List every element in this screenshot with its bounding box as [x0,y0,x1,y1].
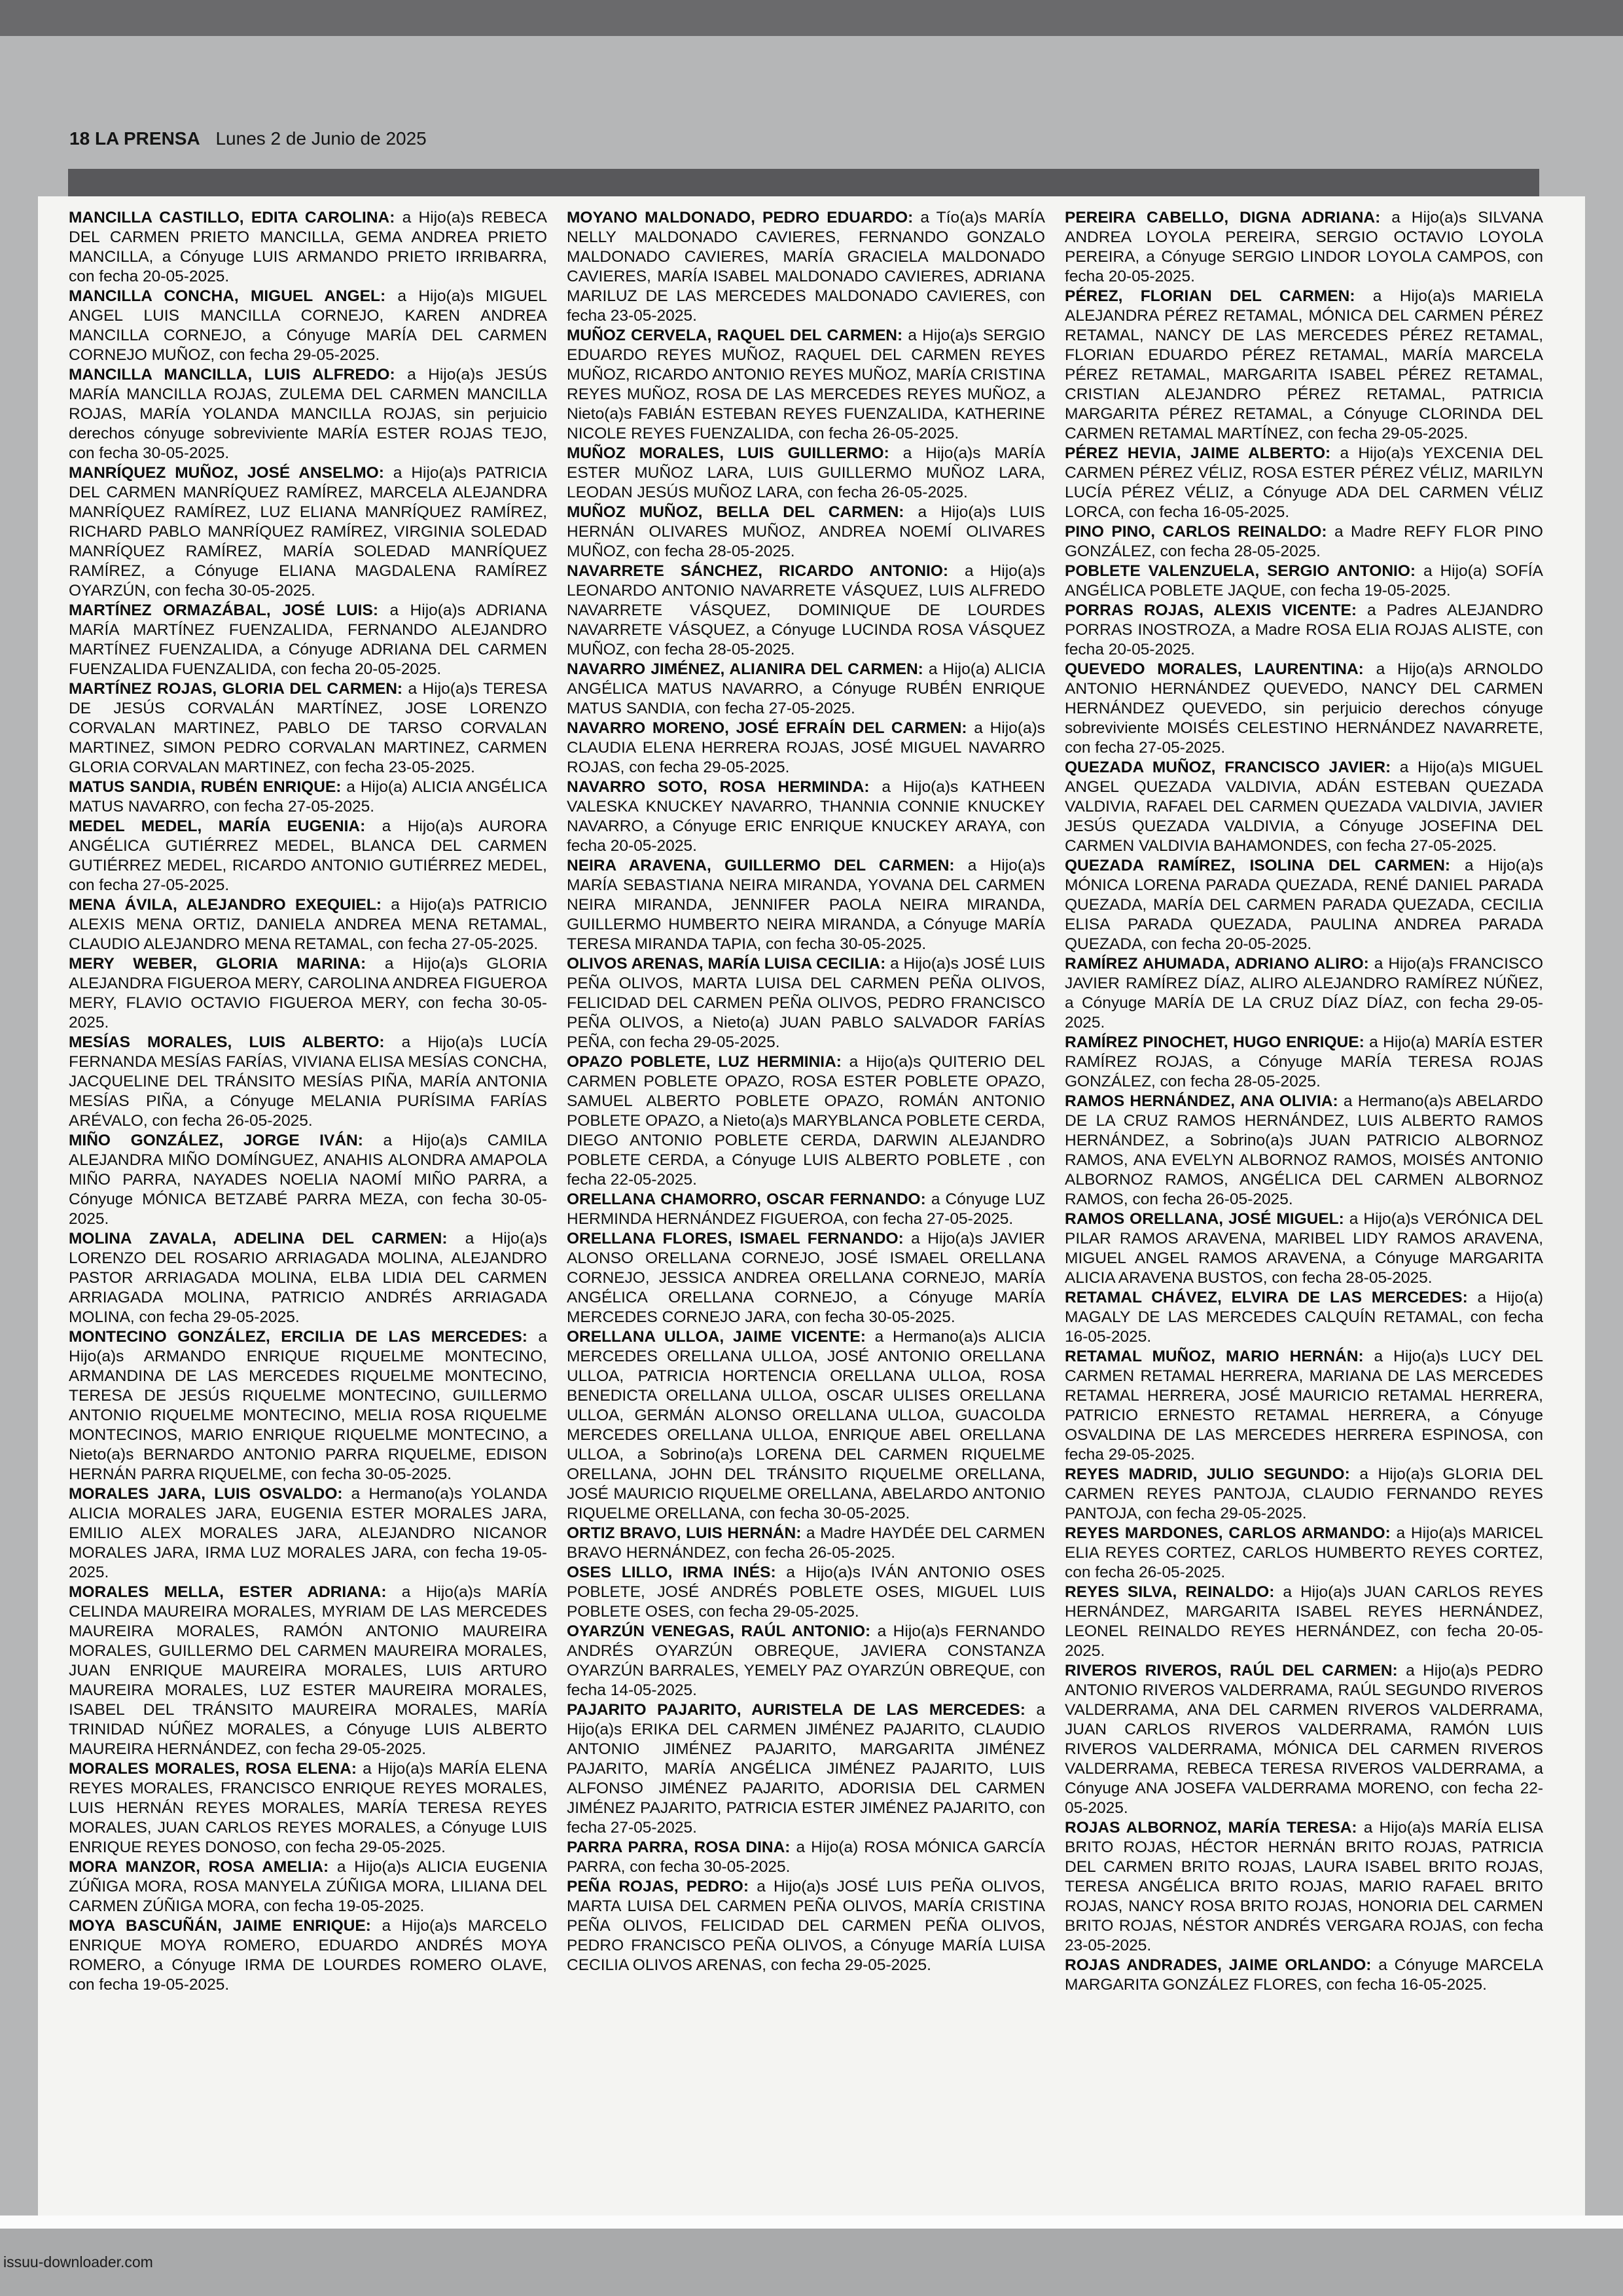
obituary-entry: MESÍAS MORALES, LUIS ALBERTO: a Hijo(a)s LUCÍA FERNANDA MESÍAS FARÍAS, VIVIANA ELISA MESÍAS CONCHA, JACQUELINE DEL TRÁNSITO MESÍAS PIÑA, MARÍA ANTONIA MESÍAS PIÑA, a Cónyuge MELANIA PURÍSIMA FARÍAS ARÉVALO, con fecha 26-05-2025. [69,1033,547,1130]
deceased-name: MOYA BASCUÑÁN, JAIME ENRIQUE: [69,1917,371,1935]
obituary-column-3 [1065,208,1543,2191]
obituary-entry: ROJAS ALBORNOZ, MARÍA TERESA: a Hijo(a)s MARÍA ELISA BRITO ROJAS, HÉCTOR HERNÁN BRITO ROJAS, PATRICIA DEL CARMEN BRITO ROJAS, LAURA ISABEL BRITO ROJAS, TERESA ANGÉLICA BRITO ROJAS, MARIO RAFAEL BRITO ROJAS, NANCY ROSA BRITO ROJAS, HONORIA DEL CARMEN BRITO ROJAS, NÉSTOR ANDRÉS VERGARA ROJAS, con fecha 23-05-2025. [1065,1819,1543,1954]
obituaries-content [38,196,1585,2216]
obituary-entry: POBLETE VALENZUELA, SERGIO ANTONIO: a Hijo(a) SOFÍA ANGÉLICA POBLETE JAQUE, con fecha 19-05-2025. [1065,562,1543,600]
deceased-name: MIÑO GONZÁLEZ, JORGE IVÁN: [69,1132,363,1149]
deceased-name: PORRAS ROJAS, ALEXIS VICENTE: [1065,601,1357,619]
deceased-name: MANCILLA MANCILLA, LUIS ALFREDO: [69,366,395,384]
deceased-name: NAVARRO JIMÉNEZ, ALIANIRA DEL CARMEN: [567,660,923,678]
obituary-entry: RAMÍREZ AHUMADA, ADRIANO ALIRO: a Hijo(a)s FRANCISCO JAVIER RAMÍREZ DÍAZ, ALIRO ALEJANDRO RAMÍREZ NÚÑEZ, a Cónyuge MARÍA DE LA CRUZ DÍAZ DÍAZ, con fecha 29-05-2025. [1065,955,1543,1031]
obituary-entry: QUEVEDO MORALES, LAURENTINA: a Hijo(a)s ARNOLDO ANTONIO HERNÁNDEZ QUEVEDO, NANCY DEL CARMEN HERNÁNDEZ QUEVEDO, sin perjuicio derechos cónyuge sobreviviente MOISÉS CELESTINO HERNÁNDEZ NAVARRETE, con fecha 27-05-2025. [1065,660,1543,757]
obituary-entry: MENA ÁVILA, ALEJANDRO EXEQUIEL: a Hijo(a)s PATRICIO ALEXIS MENA ORTIZ, DANIELA ANDREA MENA RETAMAL, CLAUDIO ALEJANDRO MENA RETAMAL, con fecha 27-05-2025. [69,896,547,953]
deceased-name: MORALES JARA, LUIS OSVALDO: [69,1485,343,1503]
deceased-name: RETAMAL MUÑOZ, MARIO HERNÁN: [1065,1348,1364,1365]
obituary-entry: PAJARITO PAJARITO, AURISTELA DE LAS MERCEDES: a Hijo(a)s ERIKA DEL CARMEN JIMÉNEZ PAJARITO, CLAUDIO ANTONIO JIMÉNEZ PAJARITO, MARGARITA JIMÉNEZ PAJARITO, MARÍA ANGÉLICA JIMÉNEZ PAJARITO, LUIS ALFONSO JIMÉNEZ PAJARITO, ADORISIA DEL CARMEN JIMÉNEZ PAJARITO, PATRICIA ESTER JIMÉNEZ PAJARITO, con fecha 27-05-2025. [567,1701,1045,1837]
obituary-entry: RAMÍREZ PINOCHET, HUGO ENRIQUE: a Hijo(a) MARÍA ESTER RAMÍREZ ROJAS, a Cónyuge MARÍA TERESA ROJAS GONZÁLEZ, con fecha 28-05-2025. [1065,1033,1543,1090]
edition-date: Lunes 2 de Junio de 2025 [215,128,427,149]
masthead: LA PRENSA [94,128,200,149]
deceased-name: MARTÍNEZ ROJAS, GLORIA DEL CARMEN: [69,680,403,698]
obituary-entry: MUÑOZ MUÑOZ, BELLA DEL CARMEN: a Hijo(a)s LUIS HERNÁN OLIVARES MUÑOZ, ANDREA NOEMÍ OLIVARES MUÑOZ, con fecha 28-05-2025. [567,503,1045,560]
deceased-name: ORELLANA ULLOA, JAIME VICENTE: [567,1328,866,1346]
obituary-entry: REYES MARDONES, CARLOS ARMANDO: a Hijo(a)s MARICEL ELIA REYES CORTEZ, CARLOS HUMBERTO REYES CORTEZ, con fecha 26-05-2025. [1065,1524,1543,1581]
deceased-name: MEDEL MEDEL, MARÍA EUGENIA: [69,817,366,835]
deceased-name: QUEVEDO MORALES, LAURENTINA: [1065,660,1364,678]
obituary-entry: NAVARRO MORENO, JOSÉ EFRAÍN DEL CARMEN: a Hijo(a)s CLAUDIA ELENA HERRERA ROJAS, JOSÉ MIGUEL NAVARRO ROJAS, con fecha 29-05-2025. [567,719,1045,776]
obituary-entry: MORA MANZOR, ROSA AMELIA: a Hijo(a)s ALICIA EUGENIA ZÚÑIGA MORA, ROSA MANYELA ZÚÑIGA MORA, LILIANA DEL CARMEN ZÚÑIGA MORA, con fecha 19-05-2025. [69,1858,547,1915]
obituary-entry: MIÑO GONZÁLEZ, JORGE IVÁN: a Hijo(a)s CAMILA ALEJANDRA MIÑO DOMÍNGUEZ, ANAHIS ALONDRA AMAPOLA MIÑO PARRA, NAYADES NOELIA NAOMÍ MIÑO PARRA, a Cónyuge MÓNICA BETZABÉ PARRA MEZA, con fecha 30-05-2025. [69,1132,547,1228]
obituary-entry: MOLINA ZAVALA, ADELINA DEL CARMEN: a Hijo(a)s LORENZO DEL ROSARIO ARRIAGADA MOLINA, ALEJANDRO PASTOR ARRIAGADA MOLINA, ELBA LIDIA DEL CARMEN ARRIAGADA MOLINA, PATRICIO ANDRÉS ARRIAGADA MOLINA, con fecha 29-05-2025. [69,1230,547,1326]
deceased-name: NEIRA ARAVENA, GUILLERMO DEL CARMEN: [567,857,955,874]
obituary-entry: MANCILLA MANCILLA, LUIS ALFREDO: a Hijo(a)s JESÚS MARÍA MANCILLA ROJAS, ZULEMA DEL CARMEN MANCILLA ROJAS, MARÍA YOLANDA MANCILLA ROJAS, sin perjuicio derechos cónyuge sobreviviente MARÍA ESTER ROJAS TEJO, con fecha 30-05-2025. [69,366,547,462]
obituary-entry: MERY WEBER, GLORIA MARINA: a Hijo(a)s GLORIA ALEJANDRA FIGUEROA MERY, CAROLINA ANDREA FIGUEROA MERY, FLAVIO OCTAVIO FIGUEROA MERY, con fecha 30-05-2025. [69,955,547,1031]
obituary-entry: QUEZADA MUÑOZ, FRANCISCO JAVIER: a Hijo(a)s MIGUEL ANGEL QUEZADA VALDIVIA, ADÁN ESTEBAN QUEZADA VALDIVIA, RAFAEL DEL CARMEN QUEZADA VALDIVIA, JAVIER JESÚS QUEZADA VALDIVIA, a Cónyuge JOSEFINA DEL CARMEN VALDIVIA BAHAMONDES, con fecha 27-05-2025. [1065,759,1543,855]
header-rule [68,169,1539,196]
obituary-entry: MUÑOZ MORALES, LUIS GUILLERMO: a Hijo(a)s MARÍA ESTER MUÑOZ LARA, LUIS GUILLERMO MUÑOZ LARA, LEODAN JESÚS MUÑOZ LARA, con fecha 26-05-2025. [567,444,1045,501]
deceased-name: PÉREZ, FLORIAN DEL CARMEN: [1065,287,1355,305]
page-header [69,128,427,149]
obituary-entry: RETAMAL CHÁVEZ, ELVIRA DE LAS MERCEDES: a Hijo(a) MAGALY DE LAS MERCEDES CALQUÍN RETAMAL, con fecha 16-05-2025. [1065,1289,1543,1346]
deceased-name: OPAZO POBLETE, LUZ HERMINIA: [567,1053,842,1071]
deceased-name: PEREIRA CABELLO, DIGNA ADRIANA: [1065,209,1381,226]
obituary-entry: PINO PINO, CARLOS REINALDO: a Madre REFY FLOR PINO GONZÁLEZ, con fecha 28-05-2025. [1065,523,1543,560]
deceased-name: MONTECINO GONZÁLEZ, ERCILIA DE LAS MERCEDES: [69,1328,527,1346]
deceased-name: REYES SILVA, REINALDO: [1065,1583,1275,1601]
deceased-name: QUEZADA MUÑOZ, FRANCISCO JAVIER: [1065,759,1391,776]
deceased-name: MOLINA ZAVALA, ADELINA DEL CARMEN: [69,1230,448,1247]
obituary-entry: ORTIZ BRAVO, LUIS HERNÁN: a Madre HAYDÉE DEL CARMEN BRAVO HERNÁNDEZ, con fecha 26-05-2025. [567,1524,1045,1562]
obituary-entry: RIVEROS RIVEROS, RAÚL DEL CARMEN: a Hijo(a)s PEDRO ANTONIO RIVEROS VALDERRAMA, RAÚL SEGUNDO RIVEROS VALDERRAMA, ANA DEL CARMEN RIVEROS VALDERRAMA, JUAN CARLOS RIVEROS VALDERRAMA, RAMÓN LUIS RIVEROS VALDERRAMA, MÓNICA DEL CARMEN RIVEROS VALDERRAMA, REBECA TERESA RIVEROS VALDERRAMA, a Cónyuge ANA JOSEFA VALDERRAMA MORENO, con fecha 22-05-2025. [1065,1662,1543,1817]
deceased-name: MANRÍQUEZ MUÑOZ, JOSÉ ANSELMO: [69,464,384,482]
obituary-entry: MORALES JARA, LUIS OSVALDO: a Hermano(a)s YOLANDA ALICIA MORALES JARA, EUGENIA ESTER MORALES JARA, EMILIO ALEX MORALES JARA, ALEJANDRO NICANOR MORALES JARA, IRMA LUZ MORALES JARA, con fecha 19-05-2025. [69,1485,547,1581]
footer-band [0,2229,1623,2296]
deceased-name: ORTIZ BRAVO, LUIS HERNÁN: [567,1524,802,1542]
deceased-name: MARTÍNEZ ORMAZÁBAL, JOSÉ LUIS: [69,601,378,619]
deceased-name: MENA ÁVILA, ALEJANDRO EXEQUIEL: [69,896,382,914]
watermark-text: issuu-downloader.com [3,2253,153,2270]
deceased-name: MERY WEBER, GLORIA MARINA: [69,955,366,973]
obituary-entry: PEREIRA CABELLO, DIGNA ADRIANA: a Hijo(a)s SILVANA ANDREA LOYOLA PEREIRA, SERGIO OCTAVIO LOYOLA PEREIRA, a Cónyuge SERGIO LINDOR LOYOLA CAMPOS, con fecha 20-05-2025. [1065,209,1543,285]
top-band [0,0,1623,36]
obituary-entry: MANCILLA CASTILLO, EDITA CAROLINA: a Hijo(a)s REBECA DEL CARMEN PRIETO MANCILLA, GEMA ANDREA PRIETO MANCILLA, a Cónyuge LUIS ARMANDO PRIETO IRRIBARRA, con fecha 20-05-2025. [69,209,547,285]
deceased-name: RAMÍREZ PINOCHET, HUGO ENRIQUE: [1065,1033,1364,1051]
deceased-name: MUÑOZ MORALES, LUIS GUILLERMO: [567,444,889,462]
obituary-entry: REYES SILVA, REINALDO: a Hijo(a)s JUAN CARLOS REYES HERNÁNDEZ, MARGARITA ISABEL REYES HERNÁNDEZ, LEONEL REINALDO REYES HERNÁNDEZ, con fecha 20-05-2025. [1065,1583,1543,1660]
deceased-name: MANCILLA CASTILLO, EDITA CAROLINA: [69,209,395,226]
obituary-entry: MONTECINO GONZÁLEZ, ERCILIA DE LAS MERCEDES: a Hijo(a)s ARMANDO ENRIQUE RIQUELME MONTECINO, ARMANDINA DE LAS MERCEDES RIQUELME MONTECINO, TERESA DE JESÚS RIQUELME MONTECINO, GUILLERMO ANTONIO RIQUELME MONTECINO, MELIA ROSA RIQUELME MONTECINOS, MARIO ENRIQUE RIQUELME MONTECINO, a Nieto(a)s BERNARDO ANTONIO PARRA RIQUELME, EDISON HERNÁN PARRA RIQUELME, con fecha 30-05-2025. [69,1328,547,1483]
deceased-name: PEÑA ROJAS, PEDRO: [567,1878,749,1895]
obituary-entry: RAMOS ORELLANA, JOSÉ MIGUEL: a Hijo(a)s VERÓNICA DEL PILAR RAMOS ARAVENA, MARIBEL LIDY RAMOS ARAVENA, MIGUEL ANGEL RAMOS ARAVENA, a Cónyuge MARGARITA ALICIA ARAVENA BUSTOS, con fecha 28-05-2025. [1065,1210,1543,1287]
obituary-entry: NAVARRO SOTO, ROSA HERMINDA: a Hijo(a)s KATHEEN VALESKA KNUCKEY NAVARRO, THANNIA CONNIE KNUCKEY NAVARRO, a Cónyuge ERIC ENRIQUE KNUCKEY ARAYA, con fecha 20-05-2025. [567,778,1045,855]
obituary-entry: MATUS SANDIA, RUBÉN ENRIQUE: a Hijo(a) ALICIA ANGÉLICA MATUS NAVARRO, con fecha 27-05-2025. [69,778,547,816]
deceased-name: NAVARRO MORENO, JOSÉ EFRAÍN DEL CARMEN: [567,719,967,737]
deceased-name: REYES MARDONES, CARLOS ARMANDO: [1065,1524,1391,1542]
deceased-name: PÉREZ HEVIA, JAIME ALBERTO: [1065,444,1331,462]
deceased-name: RIVEROS RIVEROS, RAÚL DEL CARMEN: [1065,1662,1398,1679]
obituary-entry: ORELLANA CHAMORRO, OSCAR FERNANDO: a Cónyuge LUZ HERMINDA HERNÁNDEZ FIGUEROA, con fecha 27-05-2025. [567,1191,1045,1228]
deceased-name: PAJARITO PAJARITO, AURISTELA DE LAS MERCEDES: [567,1701,1026,1719]
obituary-entry: MUÑOZ CERVELA, RAQUEL DEL CARMEN: a Hijo(a)s SERGIO EDUARDO REYES MUÑOZ, RAQUEL DEL CARMEN REYES MUÑOZ, RICARDO ANTONIO REYES MUÑOZ, MARÍA CRISTINA REYES MUÑOZ, ROSA DE LAS MERCEDES REYES MUÑOZ, a Nieto(a)s FABIÁN ESTEBAN REYES FUENZALIDA, KATHERINE NICOLE REYES FUENZALIDA, con fecha 26-05-2025. [567,327,1045,442]
deceased-name: RAMOS ORELLANA, JOSÉ MIGUEL: [1065,1210,1344,1228]
deceased-name: OYARZÚN VENEGAS, RAÚL ANTONIO: [567,1623,871,1640]
deceased-name: RAMOS HERNÁNDEZ, ANA OLIVIA: [1065,1092,1338,1110]
obituary-entry: OSES LILLO, IRMA INÉS: a Hijo(a)s IVÁN ANTONIO OSES POBLETE, JOSÉ ANDRÉS POBLETE OSES, MIGUEL LUIS POBLETE OSES, con fecha 29-05-2025. [567,1564,1045,1621]
obituary-entry: MARTÍNEZ ROJAS, GLORIA DEL CARMEN: a Hijo(a)s TERESA DE JESÚS CORVALÁN MARTÍNEZ, JOSE LORENZO CORVALAN MARTINEZ, PABLO DE TARSO CORVALAN MARTINEZ, SIMON PEDRO CORVALAN MARTINEZ, CARMEN GLORIA CORVALAN MARTINEZ, con fecha 23-05-2025. [69,680,547,776]
obituary-entry: ORELLANA ULLOA, JAIME VICENTE: a Hermano(a)s ALICIA MERCEDES ORELLANA ULLOA, JOSÉ ANTONIO ORELLANA ULLOA, PATRICIA HORTENCIA ORELLANA ULLOA, ROSA BENEDICTA ORELLANA ULLOA, OSCAR ULISES ORELLANA ULLOA, GERMÁN ALONSO ORELLANA ULLOA, GUACOLDA MERCEDES ORELLANA ULLOA, ENRIQUE ABEL ORELLANA ULLOA, a Sobrino(a)s LORENA DEL CARMEN RIQUELME ORELLANA, JOHN DEL TRÁNSITO RIQUELME ORELLANA, JOSÉ MAURICIO RIQUELME ORELLANA, ABELARDO ANTONIO RIQUELME ORELLANA, con fecha 30-05-2025. [567,1328,1045,1522]
obituary-entry: PEÑA ROJAS, PEDRO: a Hijo(a)s JOSÉ LUIS PEÑA OLIVOS, MARTA LUISA DEL CARMEN PEÑA OLIVOS, MARÍA CRISTINA PEÑA OLIVOS, FELICIDAD DEL CARMEN PEÑA OLIVOS, PEDRO FRANCISCO PEÑA OLIVOS, a Cónyuge MARÍA LUISA CECILIA OLIVOS ARENAS, con fecha 29-05-2025. [567,1878,1045,1974]
obituary-column-1 [69,208,547,2191]
obituary-entry: PARRA PARRA, ROSA DINA: a Hijo(a) ROSA MÓNICA GARCÍA PARRA, con fecha 30-05-2025. [567,1839,1045,1876]
obituary-entry: PÉREZ HEVIA, JAIME ALBERTO: a Hijo(a)s YEXCENIA DEL CARMEN PÉREZ VÉLIZ, ROSA ESTER PÉREZ VÉLIZ, MARILYN LUCÍA PÉREZ VÉLIZ, a Cónyuge ADA DEL CARMEN VÉLIZ LORCA, con fecha 16-05-2025. [1065,444,1543,521]
columns-container [69,208,1543,2191]
obituary-entry: ROJAS ANDRADES, JAIME ORLANDO: a Cónyuge MARCELA MARGARITA GONZÁLEZ FLORES, con fecha 16-05-2025. [1065,1956,1543,1994]
deceased-name: RETAMAL CHÁVEZ, ELVIRA DE LAS MERCEDES: [1065,1289,1468,1306]
deceased-name: QUEZADA RAMÍREZ, ISOLINA DEL CARMEN: [1065,857,1451,874]
deceased-name: NAVARRETE SÁNCHEZ, RICARDO ANTONIO: [567,562,949,580]
deceased-name: PARRA PARRA, ROSA DINA: [567,1839,791,1856]
deceased-name: OLIVOS ARENAS, MARÍA LUISA CECILIA: [567,955,886,973]
paper-bottom-edge [0,2215,1623,2229]
deceased-name: REYES MADRID, JULIO SEGUNDO: [1065,1465,1350,1483]
obituary-entry: RAMOS HERNÁNDEZ, ANA OLIVIA: a Hermano(a)s ABELARDO DE LA CRUZ RAMOS HERNÁNDEZ, LUIS ALBERTO RAMOS HERNÁNDEZ, a Sobrino(a)s JUAN PATRICIO ALBORNOZ RAMOS, ANA EVELYN ALBORNOZ RAMOS, MOISÉS ANTONIO ALBORNOZ RAMOS, ANGÉLICA DEL CARMEN ALBORNOZ RAMOS, con fecha 26-05-2025. [1065,1092,1543,1208]
obituary-entry: MOYANO MALDONADO, PEDRO EDUARDO: a Tío(a)s MARÍA NELLY MALDONADO CAVIERES, FERNANDO GONZALO MALDONADO CAVIERES, MARÍA GRACIELA MALDONADO CAVIERES, MARÍA ISABEL MALDONADO CAVIERES, ADRIANA MARILUZ DE LAS MERCEDES MALDONADO CAVIERES, con fecha 23-05-2025. [567,209,1045,325]
obituary-entry: MARTÍNEZ ORMAZÁBAL, JOSÉ LUIS: a Hijo(a)s ADRIANA MARÍA MARTÍNEZ FUENZALIDA, FERNANDO ALEJANDRO MARTÍNEZ FUENZALIDA, a Cónyuge ADRIANA DEL CARMEN FUENZALIDA FUENZALIDA, con fecha 20-05-2025. [69,601,547,678]
obituary-entry: OPAZO POBLETE, LUZ HERMINIA: a Hijo(a)s QUITERIO DEL CARMEN POBLETE OPAZO, ROSA ESTER POBLETE OPAZO, SAMUEL ALBERTO POBLETE OPAZO, ROMÁN ANTONIO POBLETE OPAZO, a Nieto(a)s MARYBLANCA POBLETE CERDA, DIEGO ANTONIO POBLETE CERDA, DARWIN ALEJANDRO POBLETE CERDA, a Cónyuge LUIS ALBERTO POBLETE , con fecha 22-05-2025. [567,1053,1045,1189]
deceased-name: OSES LILLO, IRMA INÉS: [567,1564,776,1581]
obituary-entry: ORELLANA FLORES, ISMAEL FERNANDO: a Hijo(a)s JAVIER ALONSO ORELLANA CORNEJO, JOSÉ ISMAEL ORELLANA CORNEJO, JESSICA ANDREA ORELLANA CORNEJO, MARÍA ANGÉLICA ORELLANA CORNEJO, a Cónyuge MARÍA MERCEDES CORNEJO JARA, con fecha 30-05-2025. [567,1230,1045,1326]
obituary-entry: MORALES MORALES, ROSA ELENA: a Hijo(a)s MARÍA ELENA REYES MORALES, FRANCISCO ENRIQUE REYES MORALES, LUIS HERNÁN REYES MORALES, MARÍA TERESA REYES MORALES, JUAN CARLOS REYES MORALES, a Cónyuge LUIS ENRIQUE REYES DONOSO, con fecha 29-05-2025. [69,1760,547,1856]
deceased-name: MUÑOZ CERVELA, RAQUEL DEL CARMEN: [567,327,903,344]
obituary-column-2 [567,208,1045,2191]
deceased-name: POBLETE VALENZUELA, SERGIO ANTONIO: [1065,562,1416,580]
obituary-entry: NAVARRETE SÁNCHEZ, RICARDO ANTONIO: a Hijo(a)s LEONARDO ANTONIO NAVARRETE VÁSQUEZ, LUIS ALFREDO NAVARRETE VÁSQUEZ, DOMINIQUE DE LOURDES NAVARRETE VÁSQUEZ, a Cónyuge LUCINDA ROSA VÁSQUEZ MUÑOZ, con fecha 28-05-2025. [567,562,1045,658]
obituary-entry: MANRÍQUEZ MUÑOZ, JOSÉ ANSELMO: a Hijo(a)s PATRICIA DEL CARMEN MANRÍQUEZ RAMÍREZ, MARCELA ALEJANDRA MANRÍQUEZ RAMÍREZ, LUZ ELIANA MANRÍQUEZ RAMÍREZ, RICHARD PABLO MANRÍQUEZ RAMÍREZ, VIRGINIA SOLEDAD MANRÍQUEZ RAMÍREZ, MARÍA SOLEDAD MANRÍQUEZ RAMÍREZ, a Cónyuge ELIANA MAGDALENA RAMÍREZ OYARZÚN, con fecha 30-05-2025. [69,464,547,600]
obituary-entry: RETAMAL MUÑOZ, MARIO HERNÁN: a Hijo(a)s LUCY DEL CARMEN RETAMAL HERRERA, MARIANA DE LAS MERCEDES RETAMAL HERRERA, JOSÉ MAURICIO RETAMAL HERRERA, PATRICIO ERNESTO RETAMAL HERRERA, a Cónyuge OSVALDINA DE LAS MERCEDES HERRERA ESPINOSA, con fecha 29-05-2025. [1065,1348,1543,1463]
obituary-entry: PORRAS ROJAS, ALEXIS VICENTE: a Padres ALEJANDRO PORRAS INOSTROZA, a Madre ROSA ELIA ROJAS ALISTE, con fecha 20-05-2025. [1065,601,1543,658]
deceased-name: RAMÍREZ AHUMADA, ADRIANO ALIRO: [1065,955,1369,973]
deceased-name: ORELLANA FLORES, ISMAEL FERNANDO: [567,1230,904,1247]
deceased-name: MORALES MELLA, ESTER ADRIANA: [69,1583,387,1601]
deceased-name: MOYANO MALDONADO, PEDRO EDUARDO: [567,209,914,226]
obituary-entry: REYES MADRID, JULIO SEGUNDO: a Hijo(a)s GLORIA DEL CARMEN REYES PANTOJA, CLAUDIO FERNANDO REYES PANTOJA, con fecha 29-05-2025. [1065,1465,1543,1522]
deceased-name: MANCILLA CONCHA, MIGUEL ANGEL: [69,287,386,305]
deceased-name: MORALES MORALES, ROSA ELENA: [69,1760,357,1778]
page-number: 18 [69,128,90,149]
obituary-entry: NEIRA ARAVENA, GUILLERMO DEL CARMEN: a Hijo(a)s MARÍA SEBASTIANA NEIRA MIRANDA, YOVANA DEL CARMEN NEIRA MIRANDA, JENNIFER PAOLA NEIRA MIRANDA, GUILLERMO HUMBERTO NEIRA MIRANDA, a Cónyuge MARÍA TERESA MIRANDA TAPIA, con fecha 30-05-2025. [567,857,1045,953]
deceased-name: MATUS SANDIA, RUBÉN ENRIQUE: [69,778,342,796]
deceased-name: MESÍAS MORALES, LUIS ALBERTO: [69,1033,385,1051]
deceased-name: PINO PINO, CARLOS REINALDO: [1065,523,1327,541]
deceased-name: MUÑOZ MUÑOZ, BELLA DEL CARMEN: [567,503,904,521]
obituary-entry: MEDEL MEDEL, MARÍA EUGENIA: a Hijo(a)s AURORA ANGÉLICA GUTIÉRREZ MEDEL, BLANCA DEL CARMEN GUTIÉRREZ MEDEL, RICARDO ANTONIO GUTIÉRREZ MEDEL, con fecha 27-05-2025. [69,817,547,894]
obituary-entry: NAVARRO JIMÉNEZ, ALIANIRA DEL CARMEN: a Hijo(a) ALICIA ANGÉLICA MATUS NAVARRO, a Cónyuge RUBÉN ENRIQUE MATUS SANDIA, con fecha 27-05-2025. [567,660,1045,717]
deceased-name: ROJAS ANDRADES, JAIME ORLANDO: [1065,1956,1372,1974]
obituary-entry: MORALES MELLA, ESTER ADRIANA: a Hijo(a)s MARÍA CELINDA MAUREIRA MORALES, MYRIAM DE LAS MERCEDES MAUREIRA MORALES, RAMÓN ANTONIO MAUREIRA MORALES, GUILLERMO DEL CARMEN MAUREIRA MORALES, JUAN ENRIQUE MAUREIRA MORALES, LUIS ARTURO MAUREIRA MORALES, LUZ ESTER MAUREIRA MORALES, ISABEL DEL TRÁNSITO MAUREIRA MORALES, MARÍA TRINIDAD NÚÑEZ MORALES, a Cónyuge LUIS ALBERTO MAUREIRA HERNÁNDEZ, con fecha 29-05-2025. [69,1583,547,1758]
deceased-name: MORA MANZOR, ROSA AMELIA: [69,1858,329,1876]
obituary-entry: QUEZADA RAMÍREZ, ISOLINA DEL CARMEN: a Hijo(a)s MÓNICA LORENA PARADA QUEZADA, RENÉ DANIEL PARADA QUEZADA, MARÍA DEL CARMEN PARADA QUEZADA, CECILIA ELISA PARADA QUEZADA, PAULINA ANDREA PARADA QUEZADA, con fecha 20-05-2025. [1065,857,1543,953]
deceased-name: NAVARRO SOTO, ROSA HERMINDA: [567,778,870,796]
obituary-entry: MANCILLA CONCHA, MIGUEL ANGEL: a Hijo(a)s MIGUEL ANGEL LUIS MANCILLA CORNEJO, KAREN ANDREA MANCILLA CORNEJO, a Cónyuge MARÍA DEL CARMEN CORNEJO MUÑOZ, con fecha 29-05-2025. [69,287,547,364]
deceased-name: ROJAS ALBORNOZ, MARÍA TERESA: [1065,1819,1357,1837]
obituary-entry: OYARZÚN VENEGAS, RAÚL ANTONIO: a Hijo(a)s FERNANDO ANDRÉS OYARZÚN OBREQUE, JAVIERA CONSTANZA OYARZÚN BARRALES, YEMELY PAZ OYARZÚN OBREQUE, con fecha 14-05-2025. [567,1623,1045,1699]
obituary-entry: PÉREZ, FLORIAN DEL CARMEN: a Hijo(a)s MARIELA ALEJANDRA PÉREZ RETAMAL, MÓNICA DEL CARMEN PÉREZ RETAMAL, NANCY DE LAS MERCEDES PÉREZ RETAMAL, FLORIAN EDUARDO PÉREZ RETAMAL, MARÍA MARCELA PÉREZ RETAMAL, MARGARITA ISABEL PÉREZ RETAMAL, CRISTIAN ALEJANDRO PÉREZ RETAMAL, PATRICIA MARGARITA PÉREZ RETAMAL, a Cónyuge CLORINDA DEL CARMEN RETAMAL MARTÍNEZ, con fecha 29-05-2025. [1065,287,1543,442]
obituary-entry: MOYA BASCUÑÁN, JAIME ENRIQUE: a Hijo(a)s MARCELO ENRIQUE MOYA ROMERO, EDUARDO ANDRÉS MOYA ROMERO, a Cónyuge IRMA DE LOURDES ROMERO OLAVE, con fecha 19-05-2025. [69,1917,547,1994]
deceased-name: ORELLANA CHAMORRO, OSCAR FERNANDO: [567,1191,926,1208]
obituary-entry: OLIVOS ARENAS, MARÍA LUISA CECILIA: a Hijo(a)s JOSÉ LUIS PEÑA OLIVOS, MARTA LUISA DEL CARMEN PEÑA OLIVOS, FELICIDAD DEL CARMEN PEÑA OLIVOS, PEDRO FRANCISCO PEÑA OLIVOS, a Nieto(a) JUAN PABLO SALVADOR FARÍAS PEÑA, con fecha 29-05-2025. [567,955,1045,1051]
